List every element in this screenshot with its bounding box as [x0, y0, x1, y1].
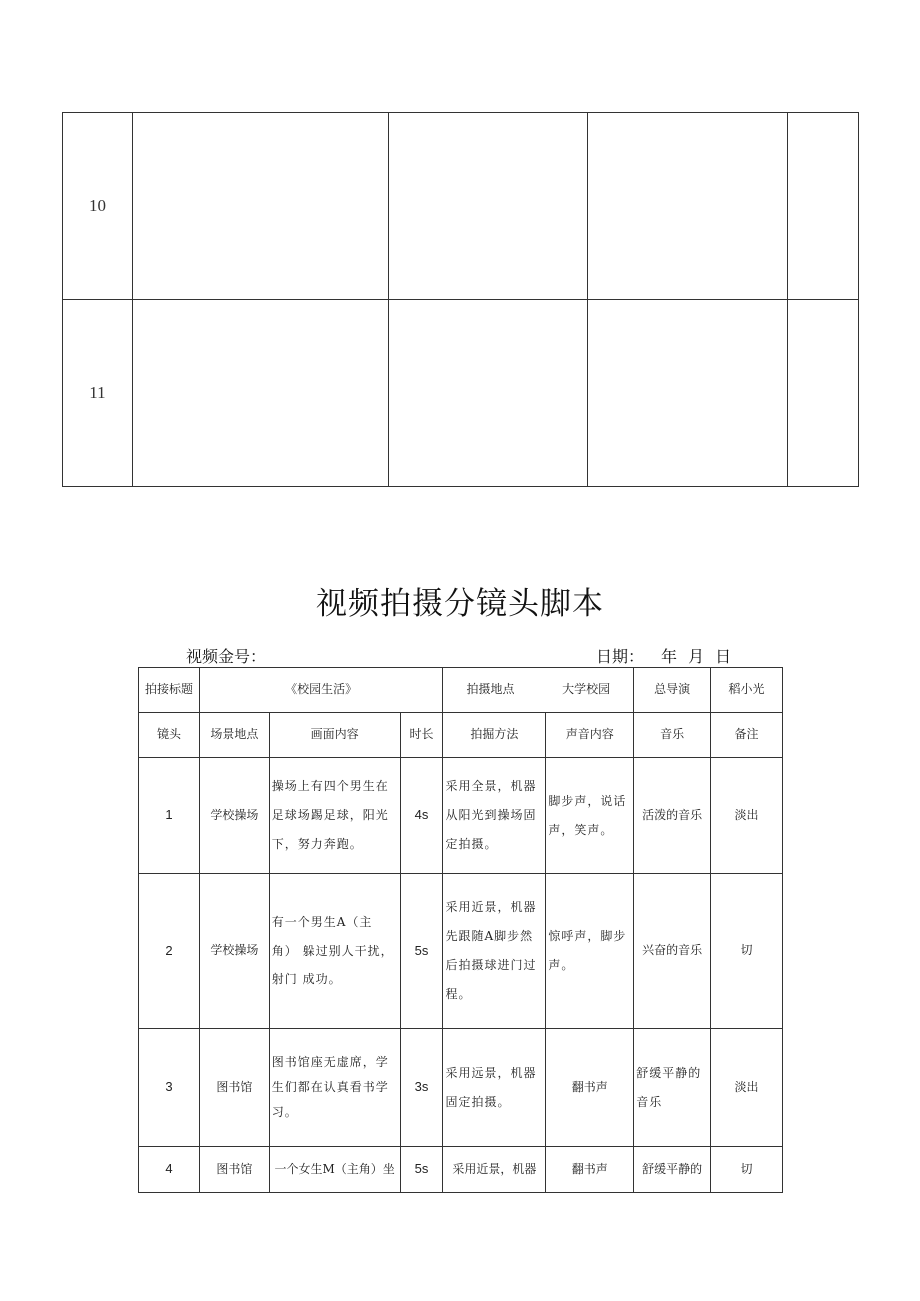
director-value: 稻小光 [711, 668, 783, 713]
header-note: 备注 [711, 713, 783, 758]
music-cell: 舒缓平静的 [634, 1147, 711, 1193]
header-content: 画面内容 [269, 713, 400, 758]
meta-row [139, 668, 783, 713]
content-cell: 图书馆座无虚席，学生们都在认真看书学习。 [269, 1029, 400, 1147]
method-cell: 采用近景，机器先跟随A脚步然后拍摄球进门过程。 [443, 874, 546, 1029]
note-cell: 切 [711, 874, 783, 1029]
method-cell: 采用近景，机器 [443, 1147, 546, 1193]
sound-cell: 翻书声 [546, 1029, 634, 1147]
scene-cell: 图书馆 [199, 1147, 269, 1193]
shot-number: 11 [63, 300, 133, 487]
empty-cell [788, 113, 859, 300]
header-method: 拍掘方法 [443, 713, 546, 758]
empty-cell [388, 300, 588, 487]
content-cell: 一个女生M（主角）坐 [269, 1147, 400, 1193]
table-row [139, 1029, 783, 1147]
content-cell: 操场上有四个男生在足球场踢足球，阳光下，努力奔跑。 [269, 758, 400, 874]
shot-cell: 3 [139, 1029, 200, 1147]
sound-cell: 惊呼声，脚步声。 [546, 874, 634, 1029]
content-cell: 有一个男生A（主角） 躲过别人干扰，射门 成功。 [269, 874, 400, 1029]
shot-number: 10 [63, 113, 133, 300]
shoot-title-value: 《校园生活》 [199, 668, 443, 713]
empty-cell [588, 113, 788, 300]
table-row [63, 113, 859, 300]
header-scene: 场景地点 [199, 713, 269, 758]
scene-cell: 学校操场 [199, 758, 269, 874]
shoot-title-label: 拍接标题 [139, 668, 200, 713]
header-duration: 时长 [400, 713, 443, 758]
location-cell [443, 668, 634, 713]
music-cell: 活泼的音乐 [634, 758, 711, 874]
music-cell: 兴奋的音乐 [634, 874, 711, 1029]
location-label: 拍摄地点 [466, 682, 515, 697]
table-row [63, 300, 859, 487]
shot-cell: 1 [139, 758, 200, 874]
note-cell: 淡出 [711, 1029, 783, 1147]
table-row [139, 1147, 783, 1193]
duration-cell: 4s [400, 758, 443, 874]
storyboard-table [138, 667, 783, 1193]
sound-cell: 翻书声 [546, 1147, 634, 1193]
scene-cell: 学校操场 [199, 874, 269, 1029]
empty-cell [132, 300, 388, 487]
sound-cell: 脚步声，说话声，笑声。 [546, 758, 634, 874]
method-cell: 采用全景，机器从阳光到操场固定拍摄。 [443, 758, 546, 874]
empty-cell [132, 113, 388, 300]
header-row [139, 713, 783, 758]
continuation-table [62, 112, 859, 487]
director-label: 总导演 [634, 668, 711, 713]
shot-cell: 2 [139, 874, 200, 1029]
header-shot: 镜头 [139, 713, 200, 758]
music-cell: 舒缓平静的音乐 [634, 1029, 711, 1147]
method-cell: 采用远景，机器固定拍摄。 [443, 1029, 546, 1147]
info-line [186, 644, 746, 666]
empty-cell [588, 300, 788, 487]
shot-cell: 4 [139, 1147, 200, 1193]
date-label: 日期： [596, 647, 645, 666]
duration-cell: 5s [400, 874, 443, 1029]
scene-cell: 图书馆 [199, 1029, 269, 1147]
duration-cell: 5s [400, 1147, 443, 1193]
table-row [139, 874, 783, 1029]
header-sound: 声音内容 [546, 713, 634, 758]
note-cell: 淡出 [711, 758, 783, 874]
table-row [139, 758, 783, 874]
location-value: 大学校园 [562, 682, 611, 697]
note-cell: 切 [711, 1147, 783, 1193]
empty-cell [788, 300, 859, 487]
empty-cell [388, 113, 588, 300]
video-number-label: 视频金号： [186, 647, 267, 666]
page-title: 视频拍摄分镜头脚本 [316, 586, 604, 622]
date-value: 年 月 日 [661, 647, 732, 666]
header-music: 音乐 [634, 713, 711, 758]
duration-cell: 3s [400, 1029, 443, 1147]
